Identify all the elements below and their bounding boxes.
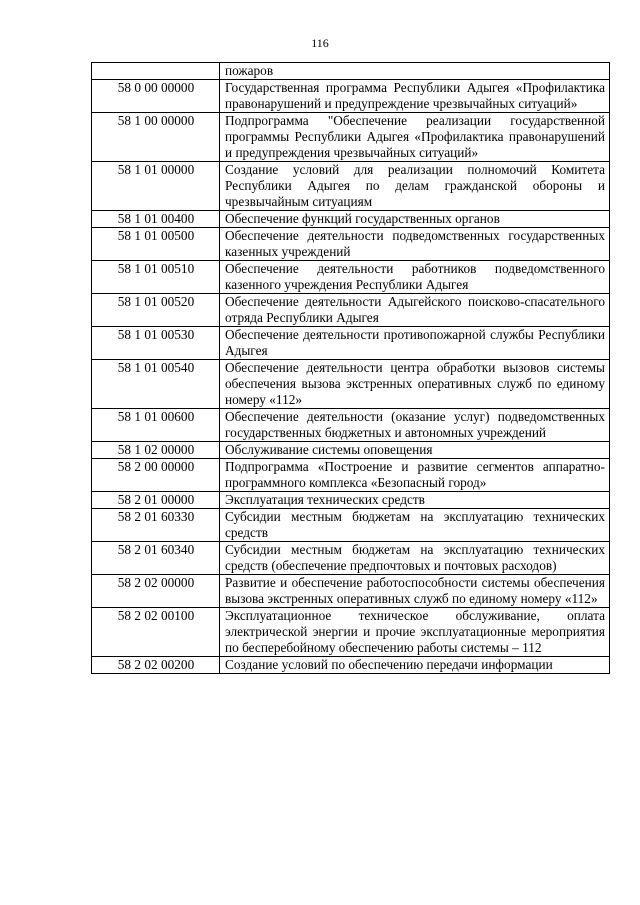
row-code: 58 2 02 00200 [92, 657, 220, 674]
row-code: 58 1 01 00540 [92, 360, 220, 409]
row-description: Создание условий для реализации полномочий Комитета Республики Адыгея по делам гражданской обороны и чрезвычайным ситуациям [220, 162, 610, 211]
row-description: Создание условий по обеспечению передачи информации [220, 657, 610, 674]
row-code: 58 1 01 00400 [92, 211, 220, 228]
row-code: 58 1 01 00600 [92, 409, 220, 442]
row-code [92, 63, 220, 80]
table-row [92, 228, 610, 261]
row-description: Эксплуатационное техническое обслуживание, оплата электрической энергии и прочие эксплуатационные мероприятия по бесперебойному обеспечению работы системы – 112 [220, 608, 610, 657]
row-code: 58 2 00 00000 [92, 459, 220, 492]
row-code: 58 1 01 00510 [92, 261, 220, 294]
row-description: Подпрограмма «Построение и развитие сегментов аппаратно-программного комплекса «Безопасный город» [220, 459, 610, 492]
row-description: Обеспечение деятельности противопожарной службы Республики Адыгея [220, 327, 610, 360]
row-code: 58 2 02 00100 [92, 608, 220, 657]
row-code: 58 2 02 00000 [92, 575, 220, 608]
row-description: Эксплуатация технических средств [220, 492, 610, 509]
classification-table-body [92, 63, 610, 674]
table-row [92, 162, 610, 211]
table-row [92, 608, 610, 657]
table-row [92, 80, 610, 113]
table-row [92, 442, 610, 459]
row-description: Субсидии местным бюджетам на эксплуатацию технических средств [220, 509, 610, 542]
row-description: Обеспечение деятельности (оказание услуг) подведомственных государственных бюджетных и автономных учреждений [220, 409, 610, 442]
table-row [92, 492, 610, 509]
row-description: Развитие и обеспечение работоспособности системы обеспечения вызова экстренных оперативных служб по единому номеру «112» [220, 575, 610, 608]
row-description: Обслуживание системы оповещения [220, 442, 610, 459]
classification-table [91, 62, 610, 674]
row-description: Субсидии местным бюджетам на эксплуатацию технических средств (обеспечение предпочтовых и почтовых расходов) [220, 542, 610, 575]
table-row [92, 261, 610, 294]
table-row [92, 509, 610, 542]
row-description: Подпрограмма "Обеспечение реализации государственной программы Республики Адыгея «Профилактика правонарушений и предупреждения чрезвычайных ситуаций» [220, 113, 610, 162]
table-row [92, 63, 610, 80]
table-row [92, 113, 610, 162]
row-code: 58 0 00 00000 [92, 80, 220, 113]
row-description: Обеспечение деятельности работников подведомственного казенного учреждения Республики Адыгея [220, 261, 610, 294]
row-description: Обеспечение деятельности центра обработки вызовов системы обеспечения вызова экстренных оперативных служб по единому номеру «112» [220, 360, 610, 409]
row-code: 58 2 01 60330 [92, 509, 220, 542]
row-description: Государственная программа Республики Адыгея «Профилактика правонарушений и предупреждение чрезвычайных ситуаций» [220, 80, 610, 113]
row-code: 58 1 01 00500 [92, 228, 220, 261]
table-row [92, 327, 610, 360]
row-code: 58 1 01 00000 [92, 162, 220, 211]
row-description: Обеспечение деятельности подведомственных государственных казенных учреждений [220, 228, 610, 261]
table-row [92, 360, 610, 409]
table-row [92, 575, 610, 608]
row-description: пожаров [220, 63, 610, 80]
table-row [92, 211, 610, 228]
row-code: 58 2 01 60340 [92, 542, 220, 575]
table-row [92, 459, 610, 492]
table-row [92, 409, 610, 442]
row-description: Обеспечение функций государственных органов [220, 211, 610, 228]
table-row [92, 542, 610, 575]
row-code: 58 2 01 00000 [92, 492, 220, 509]
page-number: 116 [311, 36, 329, 50]
row-code: 58 1 00 00000 [92, 113, 220, 162]
row-code: 58 1 01 00520 [92, 294, 220, 327]
row-description: Обеспечение деятельности Адыгейского поисково-спасательного отряда Республики Адыгея [220, 294, 610, 327]
row-code: 58 1 01 00530 [92, 327, 220, 360]
table-row [92, 294, 610, 327]
row-code: 58 1 02 00000 [92, 442, 220, 459]
table-row [92, 657, 610, 674]
